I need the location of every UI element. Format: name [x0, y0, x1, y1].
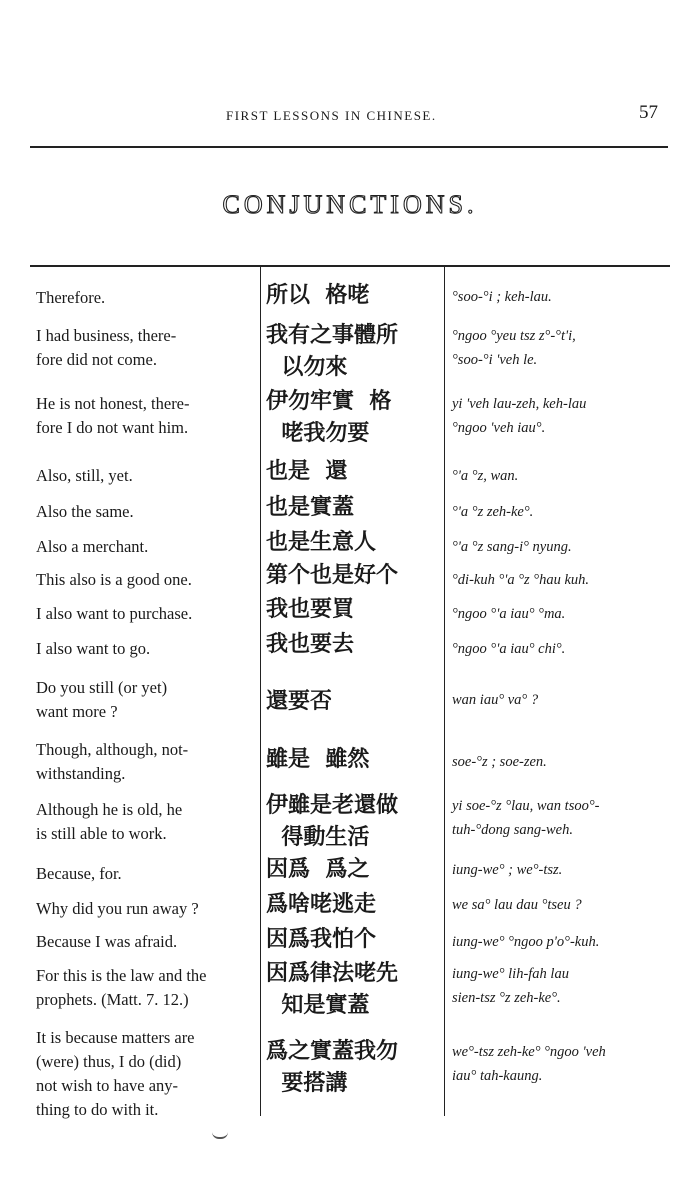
romanization: wan iau° va° ?	[452, 692, 539, 708]
english-phrase: Because, for.	[36, 864, 122, 883]
romanization: soe-°z ; soe-zen.	[452, 754, 547, 770]
romanization: °ngoo °'a iau° °ma.	[452, 606, 566, 622]
section-title: CONJUNCTIONS.	[222, 190, 478, 219]
chinese-phrase: 也是 還	[266, 459, 348, 484]
romanization: °'a °z zeh-ke°.	[452, 504, 534, 520]
chinese-phrase: 因爲 爲之	[266, 857, 370, 882]
english-phrase: Why did you run away ?	[36, 899, 199, 918]
chinese-phrase: 爲之實蓋我勿 要搭講	[266, 1039, 399, 1096]
romanization: yi soe-°z °lau, wan tsoo°- tuh-°dong sang-weh.	[452, 798, 600, 838]
romanization: we°-tsz zeh-ke° °ngoo 'veh iau° tah-kaung.	[452, 1044, 606, 1084]
chinese-phrase: 伊雖是老還做 得動生活	[266, 793, 399, 850]
ink-mark	[212, 1132, 228, 1139]
chinese-phrase: 因爲我怕个	[266, 927, 377, 952]
english-phrase: Also, still, yet.	[36, 466, 133, 485]
chinese-phrase: 還要否	[266, 689, 333, 714]
romanization: yi 'veh lau-zeh, keh-lau °ngoo 'veh iau°.	[452, 396, 587, 436]
chinese-phrase: 雖是 雖然	[266, 747, 370, 772]
chinese-phrase: 所以 格咾	[266, 283, 370, 308]
romanization: °'a °z, wan.	[452, 468, 519, 484]
column-divider-right	[444, 266, 445, 1116]
chinese-phrase: 也是生意人	[266, 530, 377, 555]
header-rule	[30, 146, 668, 148]
romanization: °di-kuh °'a °z °hau kuh.	[452, 572, 590, 588]
english-phrase: This also is a good one.	[36, 570, 192, 589]
chinese-phrase: 因爲律法咾先 知是實蓋	[266, 961, 399, 1018]
english-phrase: Also a merchant.	[36, 537, 149, 556]
english-phrase: I also want to go.	[36, 639, 151, 658]
table-top-rule	[30, 265, 670, 267]
english-phrase: I had business, there- fore did not come.	[36, 326, 177, 369]
page-header	[0, 102, 700, 132]
english-phrase: Although he is old, he is still able to work.	[36, 800, 183, 843]
english-phrase: I also want to purchase.	[36, 604, 193, 623]
english-phrase: Though, although, not- withstanding.	[36, 740, 189, 783]
romanization: iung-we° lih-fah lau sien-tsz °z zeh-ke°.	[452, 966, 569, 1006]
romanization: °'a °z sang-i° nyung.	[452, 539, 572, 555]
english-phrase: Do you still (or yet) want more ?	[36, 678, 168, 721]
chinese-phrase: 伊勿牢實 格 咾我勿要	[266, 389, 392, 446]
romanization: iung-we° ; we°-tsz.	[452, 862, 563, 878]
english-phrase: Also the same.	[36, 502, 134, 521]
english-phrase: He is not honest, there- fore I do not want him.	[36, 394, 190, 437]
romanization: we sa° lau dau °tseu ?	[452, 897, 582, 913]
english-phrase: Therefore.	[36, 288, 106, 307]
chinese-phrase: 也是實蓋	[266, 495, 355, 520]
chinese-phrase: 我也要去	[266, 632, 355, 657]
english-phrase: It is because matters are (were) thus, I do (did) not wish to have any- thing to do with it.	[36, 1028, 195, 1119]
running-head: FIRST LESSONS IN CHINESE.	[226, 108, 437, 123]
chinese-phrase: 我也要買	[266, 597, 355, 622]
english-phrase: Because I was afraid.	[36, 932, 178, 951]
chinese-phrase: 我有之事體所 以勿來	[266, 323, 399, 380]
english-phrase: For this is the law and the prophets. (Matt. 7. 12.)	[36, 966, 207, 1009]
romanization: °ngoo °yeu tsz z°-°t'i, °soo-°i 'veh le.	[452, 328, 576, 368]
chinese-phrase: 爲啥咾逃走	[266, 892, 377, 917]
page-number: 57	[639, 102, 658, 123]
chinese-phrase: 第个也是好个	[266, 563, 399, 588]
romanization: °soo-°i ; keh-lau.	[452, 289, 552, 305]
romanization: iung-we° °ngoo p'o°-kuh.	[452, 934, 600, 950]
column-divider-left	[260, 266, 261, 1116]
romanization: °ngoo °'a iau° chi°.	[452, 641, 566, 657]
